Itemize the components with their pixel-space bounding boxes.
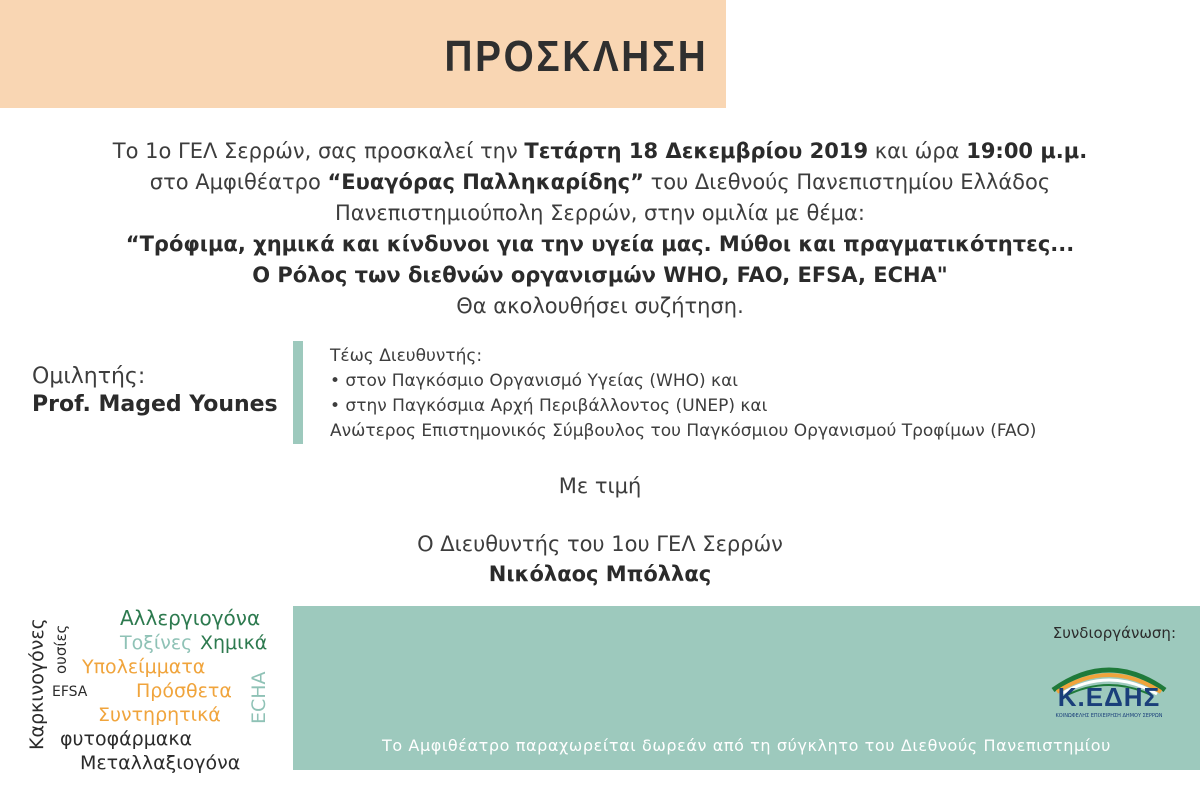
word-carcinogenic: Καρκινογόνες xyxy=(26,618,48,750)
word-toxins: Τοξίνες xyxy=(120,632,193,654)
word-efsa: EFSA xyxy=(52,684,88,700)
intro-line-2 xyxy=(0,167,1200,198)
event-time: 19:00 μ.μ. xyxy=(966,139,1088,163)
talk-subtitle: Ο Ρόλος των διεθνών οργανισμών WHO, FAO, EFSA, ECHA" xyxy=(252,263,948,287)
footer-note: Το Αμφιθέατρο παραχωρείται δωρεάν από τη σύγκλητο του Διεθνούς Πανεπιστημίου xyxy=(381,736,1112,755)
talk-title-line-1 xyxy=(0,229,1200,260)
talk-title: “Τρόφιμα, χημικά και κίνδυνοι για την υγεία μας. Μύθοι και πραγματικότητες... xyxy=(125,232,1075,256)
bio-divider xyxy=(293,341,303,444)
intro-text: και ώρα xyxy=(868,139,967,163)
bio-line: Τέως Διευθυντής: xyxy=(330,346,483,366)
word-chemicals: Χημικά xyxy=(200,632,268,654)
intro-line-1 xyxy=(0,136,1200,167)
speaker-label: Ομιλητής: xyxy=(32,364,146,389)
bio-line: • στην Παγκόσμια Αρχή Περιβάλλοντος (UNEP) και xyxy=(330,396,768,416)
signatory-role: Ο Διευθυντής του 1ου ΓΕΛ Σερρών xyxy=(417,532,783,556)
intro-text: Το 1ο ΓΕΛ Σερρών, σας προσκαλεί την xyxy=(112,139,525,163)
speaker-bio xyxy=(330,344,1036,444)
kedis-logo xyxy=(1043,656,1175,724)
talk-title-line-2 xyxy=(0,260,1200,291)
event-venue: “Ευαγόρας Παλληκαρίδης” xyxy=(327,170,644,194)
logo-text: Κ.ΕΔΗΣ xyxy=(1057,682,1161,712)
word-substances: ουσίες xyxy=(52,624,70,674)
logo-subtitle: ΚΟΙΝΩΦΕΛΗΣ ΕΠΙΧΕΙΡΗΣΗ ΔΗΜΟΥ ΣΕΡΡΩΝ xyxy=(1055,713,1163,719)
word-residues: Υπολείμματα xyxy=(82,656,206,678)
invitation-text xyxy=(0,136,1200,322)
word-preservatives: Συντηρητικά xyxy=(98,704,221,726)
page-title: ΠΡΟΣΚΛΗΣΗ xyxy=(444,32,709,81)
word-mutagens: Μεταλλαξιογόνα xyxy=(80,752,241,774)
speaker-name: Prof. Maged Younes xyxy=(32,392,278,417)
word-allergens: Αλλεργιογόνα xyxy=(120,606,261,630)
footer-band xyxy=(293,606,1200,770)
word-additives: Πρόσθετα xyxy=(136,680,232,702)
intro-line-3: Πανεπιστημιούπολη Σερρών, στην ομιλία με θέμα: xyxy=(335,201,865,225)
intro-text: στο Αμφιθέατρο xyxy=(149,170,328,194)
discussion-note: Θα ακολουθήσει συζήτηση. xyxy=(456,294,744,318)
word-cloud xyxy=(0,600,290,800)
word-pesticides: φυτοφάρμακα xyxy=(60,728,193,750)
bio-line: • στον Παγκόσμιο Οργανισμό Υγείας (WHO) και xyxy=(330,371,739,391)
event-date: Τετάρτη 18 Δεκεμβρίου 2019 xyxy=(524,139,869,163)
co-organization-label: Συνδιοργάνωση: xyxy=(1052,624,1176,642)
bio-line: Ανώτερος Επιστημονικός Σύμβουλος του Παγκόσμιου Οργανισμού Τροφίμων (FAO) xyxy=(330,421,1037,441)
word-echa: ECHA xyxy=(248,671,270,724)
closing-honor: Με τιμή xyxy=(558,474,642,498)
signatory-name: Νικόλαος Μπόλλας xyxy=(488,562,712,586)
header-band xyxy=(0,0,726,108)
intro-text: του Διεθνούς Πανεπιστημίου Ελλάδος xyxy=(643,170,1051,194)
